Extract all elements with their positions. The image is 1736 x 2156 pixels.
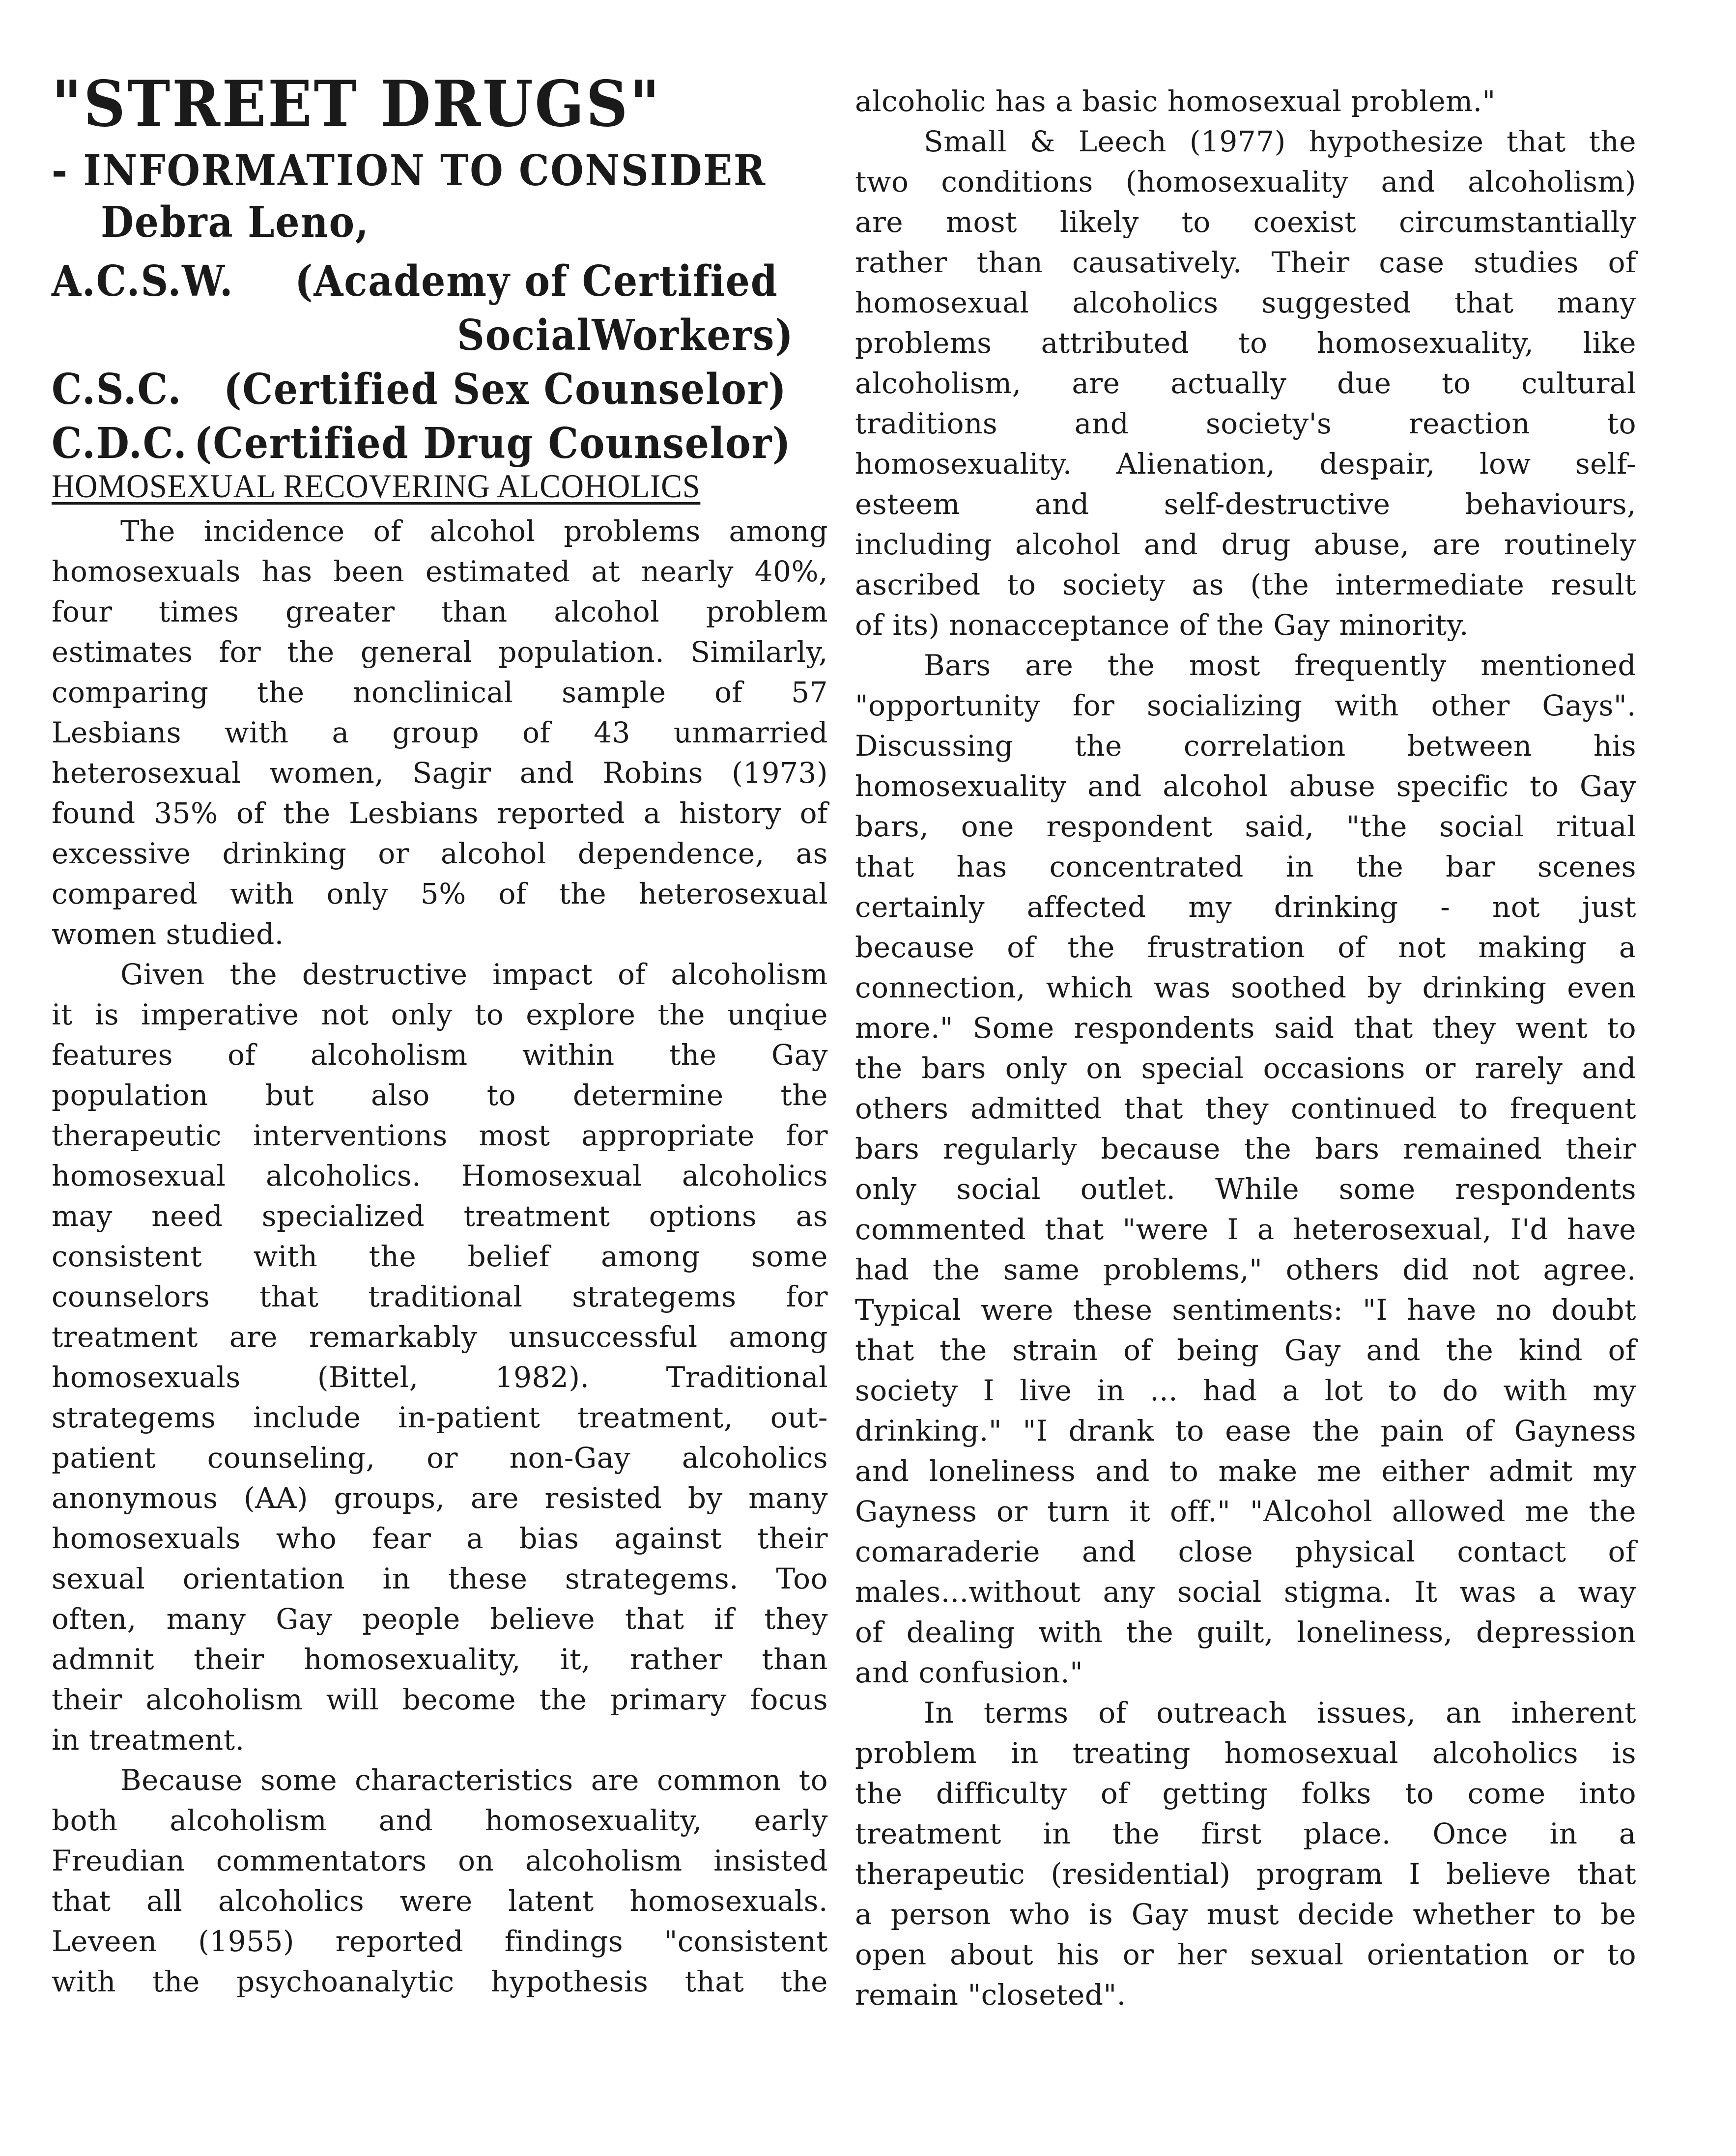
text-line: Typical were these sentiments: "I have no doubt [855,1293,1636,1327]
text-line: homosexuality. Alienation, despair, low self- [855,447,1636,481]
text-line: that all alcoholics were latent homosexuals. [52,1884,828,1918]
text-line: Discussing the correlation between his [855,729,1636,763]
text-line: Bars are the most frequently mentioned [924,649,1636,682]
text-line: esteem and self-destructive behaviours, [855,487,1636,521]
text-line: of its) nonacceptance of the Gay minority. [855,608,1469,642]
text-line: consistent with the belief among some [52,1240,828,1273]
text-line: excessive drinking or alcohol dependence, as [52,837,828,870]
text-line: women studied. [52,917,284,951]
text-line: treatment are remarkably unsuccessful among [52,1320,828,1354]
text-line: males...without any social stigma. It was a way [855,1575,1636,1609]
text-line: homosexuals who fear a bias against their [52,1522,828,1555]
text-line: are most likely to coexist circumstantially [855,205,1636,239]
text-line: strategems include in-patient treatment, out- [52,1401,828,1434]
text-line: In terms of outreach issues, an inherent [924,1696,1636,1730]
text-line: homosexual alcoholics. Homosexual alcoholics [52,1159,828,1192]
text-line: Because some characteristics are common to [120,1763,828,1797]
text-line: bars regularly because the bars remained their [855,1132,1636,1165]
text-line: Small & Leech (1977) hypothesize that the [924,125,1636,158]
text-line: estimates for the general population. Similarly, [52,635,828,669]
text-line: alcoholic has a basic homosexual problem." [855,85,1496,118]
text-line: bars, one respondent said, "the social ritual [855,810,1636,843]
text-line: commented that "were I a heterosexual, I'd have [855,1213,1636,1246]
right-column [855,81,1636,2015]
credential-cdc-abbr: C.D.C. [52,419,188,468]
text-line: admnit their homosexuality, it, rather than [52,1643,828,1676]
text-line: only social outlet. While some respondents [855,1172,1636,1206]
text-line: and confusion." [855,1656,1083,1689]
text-line: with the psychoanalytic hypothesis that the [52,1965,828,1998]
text-line: therapeutic interventions most appropriate for [52,1119,828,1152]
text-line: The incidence of alcohol problems among [120,514,828,548]
credential-csc-abbr: C.S.C. [52,365,182,414]
text-line: homosexual alcoholics suggested that many [855,286,1636,319]
text-line: Lesbians with a group of 43 unmarried [52,716,828,749]
article-subtitle: - INFORMATION TO CONSIDER [52,146,767,196]
text-line: because of the frustration of not making a [855,931,1636,964]
text-line: may need specialized treatment options as [52,1199,828,1233]
text-line: treatment in the first place. Once in a [855,1817,1636,1850]
credential-csc-full: (Certified Sex Counselor) [224,365,787,414]
text-line: connection, which was soothed by drinking even [855,971,1636,1004]
text-line: that the strain of being Gay and the kind of [855,1333,1636,1367]
credential-cdc-full: (Certified Drug Counselor) [194,419,792,468]
text-line: comparing the nonclinical sample of 57 [52,676,828,709]
text-line: counselors that traditional strategems for [52,1280,828,1313]
text-line: compared with only 5% of the heterosexual [52,877,828,910]
text-line: the difficulty of getting folks to come into [855,1777,1636,1810]
text-line: and loneliness and to make me either admit my [855,1454,1636,1488]
author-name: Debra Leno, [101,198,370,247]
text-line: patient counseling, or non-Gay alcoholics [52,1441,828,1475]
left-column [52,511,828,2002]
text-line: heterosexual women, Sagir and Robins (1973) [52,756,828,790]
credential-acsw-full-cont: SocialWorkers) [457,311,794,360]
text-line: including alcohol and drug abuse, are routinely [855,528,1636,561]
text-line: sexual orientation in these strategems. Too [52,1562,828,1595]
text-line: ascribed to society as (the intermediate result [855,568,1636,601]
text-line: homosexuals has been estimated at nearly 40%, [52,555,828,588]
text-line: a person who is Gay must decide whether to be [855,1898,1636,1931]
text-line: problem in treating homosexual alcoholics is [855,1736,1636,1770]
text-line: in treatment. [52,1723,245,1757]
text-line: population but also to determine the [52,1078,828,1112]
text-line: certainly affected my drinking - not just [855,890,1636,924]
text-line: Gayness or turn it off." "Alcohol allowed me the [855,1495,1636,1528]
text-line: two conditions (homosexuality and alcoholism) [855,165,1636,199]
text-line: of dealing with the guilt, loneliness, depression [855,1616,1636,1649]
text-line: their alcoholism will become the primary focus [52,1683,828,1716]
credential-acsw-full: (Academy of Certified [295,256,778,306]
text-line: that has concentrated in the bar scenes [855,850,1636,883]
text-line: often, many Gay people believe that if they [52,1602,828,1636]
text-line: open about his or her sexual orientation or to [855,1938,1636,1971]
text-line: homosexuals (Bittel, 1982). Traditional [52,1361,828,1394]
text-line: comaraderie and close physical contact of [855,1535,1636,1568]
text-line: society I live in ... had a lot to do with my [855,1374,1636,1407]
text-line: traditions and society's reaction to [855,407,1636,440]
text-line: features of alcoholism within the Gay [52,1038,828,1072]
text-line: four times greater than alcohol problem [52,595,828,628]
text-line: drinking." "I drank to ease the pain of Gayness [855,1414,1636,1447]
text-line: had the same problems," others did not agree. [855,1253,1636,1286]
text-line: rather than causatively. Their case studies of [855,246,1636,279]
text-line: anonymous (AA) groups, are resisted by many [52,1481,828,1515]
text-line: problems attributed to homosexuality, like [855,326,1636,360]
text-line: homosexuality and alcohol abuse specific to Gay [855,769,1636,803]
text-line: found 35% of the Lesbians reported a history of [52,796,828,830]
text-line: "opportunity for socializing with other Gays". [855,689,1636,722]
text-line: both alcoholism and homosexuality, early [52,1804,828,1837]
section-heading: HOMOSEXUAL RECOVERING ALCOHOLICS [52,467,701,505]
text-line: remain "closeted". [855,1978,1126,2012]
text-line: Leveen (1955) reported findings "consistent [52,1925,828,1958]
text-line: it is imperative not only to explore the unqiue [52,998,828,1031]
text-line: more." Some respondents said that they went to [855,1011,1636,1045]
text-line: therapeutic (residential) program I believe that [855,1857,1636,1891]
text-line: the bars only on special occasions or rarely and [855,1051,1636,1085]
text-line: Freudian commentators on alcoholism insisted [52,1844,828,1877]
text-line: others admitted that they continued to frequent [855,1092,1636,1125]
text-line: Given the destructive impact of alcoholism [120,958,828,991]
credential-acsw-abbr: A.C.S.W. [52,256,234,306]
article-title: "STREET DRUGS" [52,67,662,141]
text-line: alcoholism, are actually due to cultural [855,367,1636,400]
